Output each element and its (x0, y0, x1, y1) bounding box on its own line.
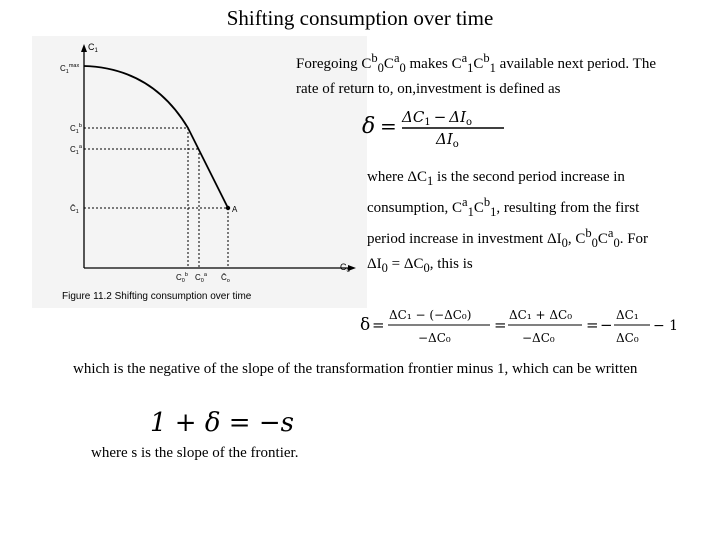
svg-text:=: = (380, 114, 397, 138)
svg-text:ΔC1−ΔIo: $\Delta C_1 - \Delta I_o$ (402, 108, 473, 128)
svg-text:−ΔC₀: −ΔC₀ (418, 331, 451, 345)
equation-rate-of-return-svg (362, 106, 512, 148)
y-tick-c1b: $C_1^b$ (70, 123, 82, 135)
svg-text:=: = (494, 316, 507, 334)
svg-text:− 1: − 1 (653, 318, 679, 334)
x-axis-label: $C_o$ (340, 262, 350, 274)
x-tick-c0a: $C_0^a$ (195, 272, 207, 284)
paragraph-foregoing: Foregoing $C^b_0C^a_0$ makes $C^a_1C^b_1$ available next period. The rate of return to, on,investment is defined as (296, 51, 656, 97)
svg-text:−: − (600, 316, 613, 334)
y-axis-label: $C_1$ (88, 42, 98, 54)
paragraph-negative-slope: which is the negative of the slope of the transformation frontier minus 1, which can be written (73, 361, 638, 377)
svg-text:ΔC₁ + ΔC₀: ΔC₁ + ΔC₀ (509, 308, 572, 322)
point-a-label: A (232, 205, 238, 214)
equation-one-plus-delta (150, 405, 340, 444)
paragraph-where-delta-c1: where $\Delta C_1$ is the second period increase in consumption, $C^a_1C^b_1$, resulting from the first period increase in investment $\Delta I_0$, $C^b_0C^a_0$. For $\Delta I_0 = \Delta C_0$, this is (367, 169, 649, 275)
dashed-guides (84, 128, 228, 268)
svg-text:ΔC₀: ΔC₀ (616, 331, 639, 345)
equation-delta-expansion (360, 300, 680, 355)
svg-text:ΔC₁ − (−ΔC₀): ΔC₁ − (−ΔC₀) (389, 308, 472, 322)
y-tick-c1bar: $C̄_1$ (70, 204, 79, 215)
page-title: Shifting consumption over time (226, 6, 494, 30)
svg-text:=: = (586, 316, 599, 334)
x-tick-c0b: $C_0^b$ (176, 272, 188, 284)
svg-text:=: = (372, 316, 385, 334)
y-tick-c1a: $C_1^a$ (70, 144, 82, 156)
figure-caption: Figure 11.2 Shifting consumption over time (62, 291, 252, 302)
svg-text:δ: δ (360, 315, 371, 335)
svg-text:ΔIo: $\Delta I_o$ (436, 130, 459, 148)
x-tick-c0bar: $C̄_o$ (221, 273, 230, 284)
svg-text:ΔC₁: ΔC₁ (616, 308, 639, 322)
svg-text:1 + δ = −s: 1 + δ = −s (150, 408, 294, 438)
svg-text:δ: δ (362, 114, 376, 139)
equation-delta-expansion-svg (360, 300, 680, 350)
point-a-marker (226, 206, 230, 210)
svg-text:−ΔC₀: −ΔC₀ (522, 331, 555, 345)
y-tick-c1max: $C_1^{max}$ (60, 63, 80, 75)
paragraph-slope-definition: where s is the slope of the frontier. (91, 445, 299, 461)
equation-one-plus-delta-svg (150, 405, 340, 439)
y-axis-arrow (81, 44, 87, 52)
transformation-frontier-curve (84, 66, 228, 208)
equation-rate-of-return (362, 106, 512, 153)
